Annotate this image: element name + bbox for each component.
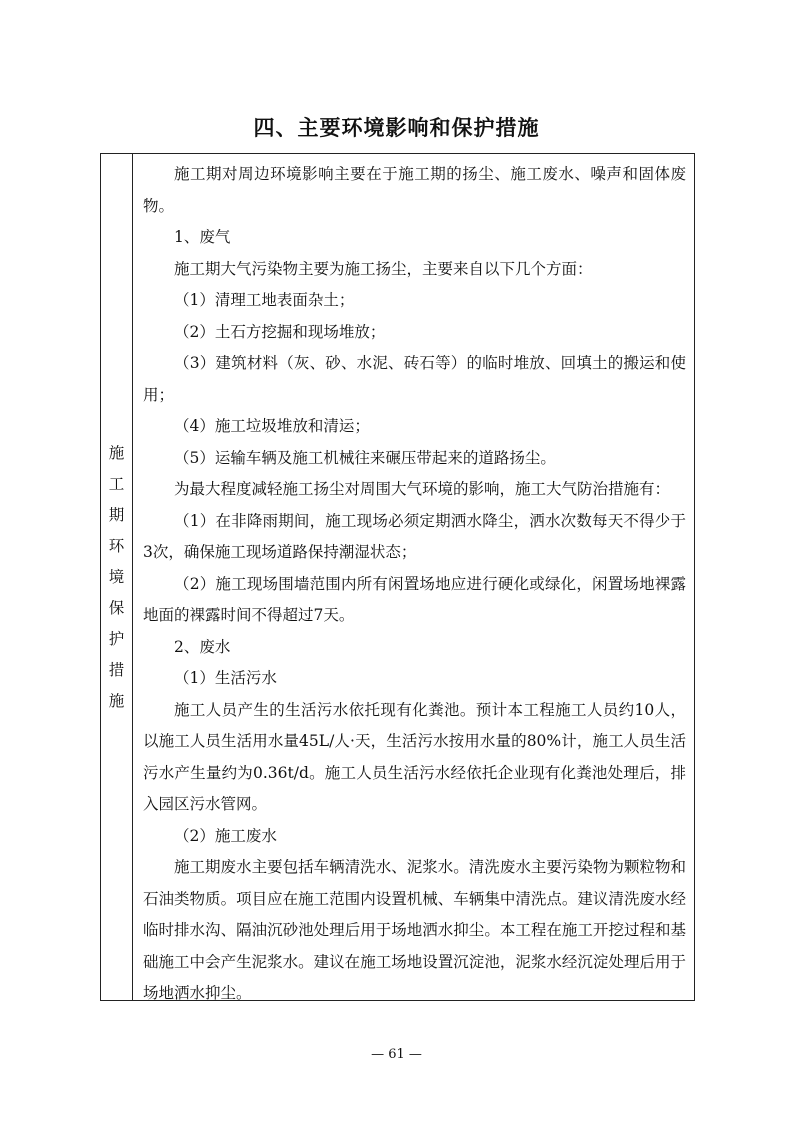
side-label-cell [101,154,133,1000]
paragraph: （1）清理工地表面杂土； [174,291,355,309]
paragraph: （3）建筑材料（灰、砂、水泥、砖石等）的临时堆放、回填土的搬运和使用； [143,354,686,404]
paragraph: （4）施工垃圾堆放和清运； [174,417,370,435]
paragraph: 1、废气 [174,228,231,246]
content-table [100,153,695,1001]
page-number: — 61 — [371,1047,422,1062]
paragraph: （2）土石方挖掘和现场堆放； [174,322,386,341]
paragraph: 为最大程度减轻施工扬尘对周围大气环境的影响，施工大气防治措施有： [174,480,671,498]
paragraph: （5）运输车辆及施工机械往来碾压带起来的道路扬尘。 [174,448,556,467]
paragraph: （1）生活污水 [174,669,277,687]
paragraph: 2、废水 [174,637,231,656]
paragraph: 施工人员产生的生活污水依托现有化粪池。预计本工程施工人员约10人，以施工人员生活用水量45L/人·天，生活污水按用水量的80%计，施工人员生活污水产生量约为0.36t/d。施工人员生活污水经依托企业现有化粪池处理后，排入园区污水管网。 [143,700,686,813]
paragraph: （2）施工废水 [174,826,277,845]
paragraph: （2）施工现场围墙范围内所有闲置场地应进行硬化或绿化，闲置场地裸露地面的裸露时间不得超过7天。 [143,574,686,624]
paragraph: 施工期大气污染物主要为施工扬尘，主要来自以下几个方面： [174,259,593,278]
paragraph: （1）在非降雨期间，施工现场必须定期洒水降尘，洒水次数每天不得少于3次，确保施工现场道路保持潮湿状态； [143,511,686,561]
content-cell [133,154,694,1000]
paragraph: 施工期废水主要包括车辆清洗水、泥浆水。清洗废水主要污染物为颗粒物和石油类物质。项目应在施工范围内设置机械、车辆集中清洗点。建议清洗废水经临时排水沟、隔油沉砂池处理后用于场地洒水抑尘。本工程在施工开挖过程和基础施工中会产生泥浆水。建议在施工场地设置沉淀池，泥浆水经沉淀处理后用于场地洒水抑尘。 [143,858,686,1002]
side-label: 施 工 期 环 境 保 护 措 施 [108,444,125,710]
section-title: 四、主要环境影响和保护措施 [253,115,540,140]
paragraph: 施工期对周边环境影响主要在于施工期的扬尘、施工废水、噪声和固体废物。 [143,165,686,215]
